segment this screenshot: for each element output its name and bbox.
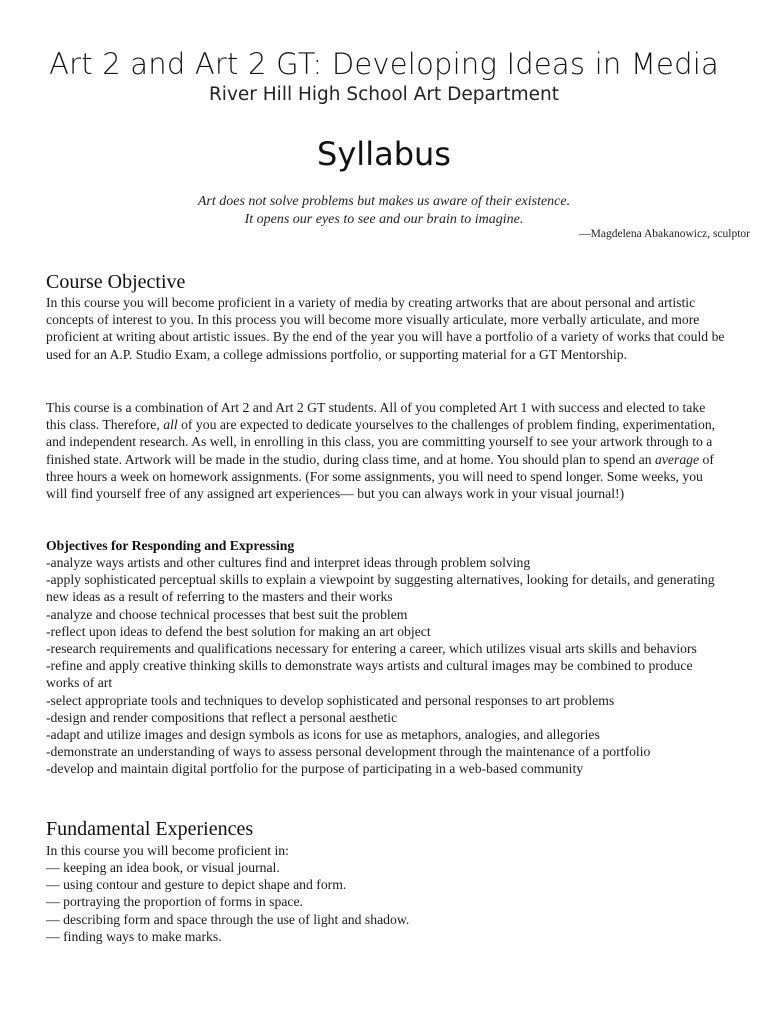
objectives-heading: Objectives for Responding and Expressing: [46, 538, 295, 553]
fundamental-intro: In this course you will become proficient in:: [46, 843, 289, 858]
experience-list-item: — describing form and space through the use of light and shadow.: [46, 911, 410, 927]
objective-list-item: -design and render compositions that reflect a personal aesthetic: [46, 709, 398, 725]
course-objective-text-1: In this course you will become proficient in a variety of media by creating artworks that are about personal and artistic concepts of interest to you. In this process you will become more visually articulate, more verbally articulate, and more proficient at writing about artistic issues. By the end of the year you will have a portfolio of a variety of works that could be used for an A.P. Studio Exam, a college admissions portfolio, or supporting material for a GT Mentorship.: [46, 295, 725, 362]
objective-list-item: -refine and apply creative thinking skills to demonstrate ways artists and cultural images may be combined to produce works of art: [46, 658, 693, 691]
objective-list-item: -develop and maintain digital portfolio for the purpose of participating in a web-based community: [46, 761, 584, 777]
quote-line-2: It opens our eyes to see and our brain to imagine.: [244, 212, 524, 227]
para2-part-b: of you are expected to dedicate yourselves to the challenges of problem finding, experimentation, and independent research. As well, in enrolling in this class, you are committing yourself to see your artwork through to a finished state. Artwork will be made in the studio, during class time, and at home. You should plan to spend an: [46, 417, 716, 467]
objective-list-item: -reflect upon ideas to defend the best solution for making an art object: [46, 623, 431, 639]
syllabus-heading: Syllabus: [317, 135, 451, 173]
course-objective-paragraph-1: [46, 294, 726, 363]
quote-attribution: —Magdelena Abakanowicz, sculptor: [579, 228, 750, 240]
course-objective-heading: Course Objective: [46, 271, 186, 293]
fundamental-list: [46, 859, 726, 945]
para2-emphasis-all: all: [163, 417, 178, 433]
experience-list-item: — keeping an idea book, or visual journal.: [46, 860, 280, 875]
objective-list-item: -research requirements and qualifications necessary for entering a career, which utilizes visual arts skills and behaviors: [46, 641, 697, 657]
objective-list-item: -adapt and utilize images and design symbols as icons for use as metaphors, analogies, and allegories: [46, 727, 600, 743]
experience-list-item: — portraying the proportion of forms in space.: [46, 894, 303, 910]
para2-part-c: of three hours a week on homework assignments. (For some assignments, you will need to spend longer. Some weeks, you will find yourself free of any assigned art experiences— but you can always work in your visual journal!): [46, 451, 714, 502]
department-subtitle: River Hill High School Art Department: [208, 84, 560, 105]
objective-list-item: -demonstrate an understanding of ways to assess personal development through the maintenance of a portfolio: [46, 744, 651, 760]
fundamental-experiences-heading: Fundamental Experiences: [46, 818, 254, 840]
experience-list-item: — using contour and gesture to depict shape and form.: [46, 877, 347, 893]
epigraph-quote: [0, 193, 768, 229]
course-objective-text-2: [46, 399, 726, 502]
document-title: Art 2 and Art 2 GT: Developing Ideas in Media: [49, 47, 719, 81]
quote-line-1: Art does not solve problems but makes us aware of their existence.: [197, 194, 571, 209]
objective-list-item: -select appropriate tools and techniques to develop sophisticated and personal responses to art problems: [46, 692, 615, 708]
course-objective-paragraph-2: [46, 399, 726, 502]
objective-list-item: -analyze ways artists and other cultures find and interpret ideas through problem solving: [46, 555, 531, 570]
objective-list-item: -apply sophisticated perceptual skills to explain a viewpoint by suggesting alternatives, looking for details, and generating new ideas as a result of referring to the masters and their works: [46, 572, 715, 605]
para2-part-a: This course is a combination of Art 2 and Art 2 GT students. All of you completed Art 1 with success and elected to take this class. Therefore,: [46, 400, 706, 433]
experience-list-item: — finding ways to make marks.: [46, 928, 222, 944]
objective-list-item: -analyze and choose technical processes that best suit the problem: [46, 606, 408, 622]
objectives-list: [46, 554, 726, 778]
para2-emphasis-average: average: [655, 451, 700, 467]
